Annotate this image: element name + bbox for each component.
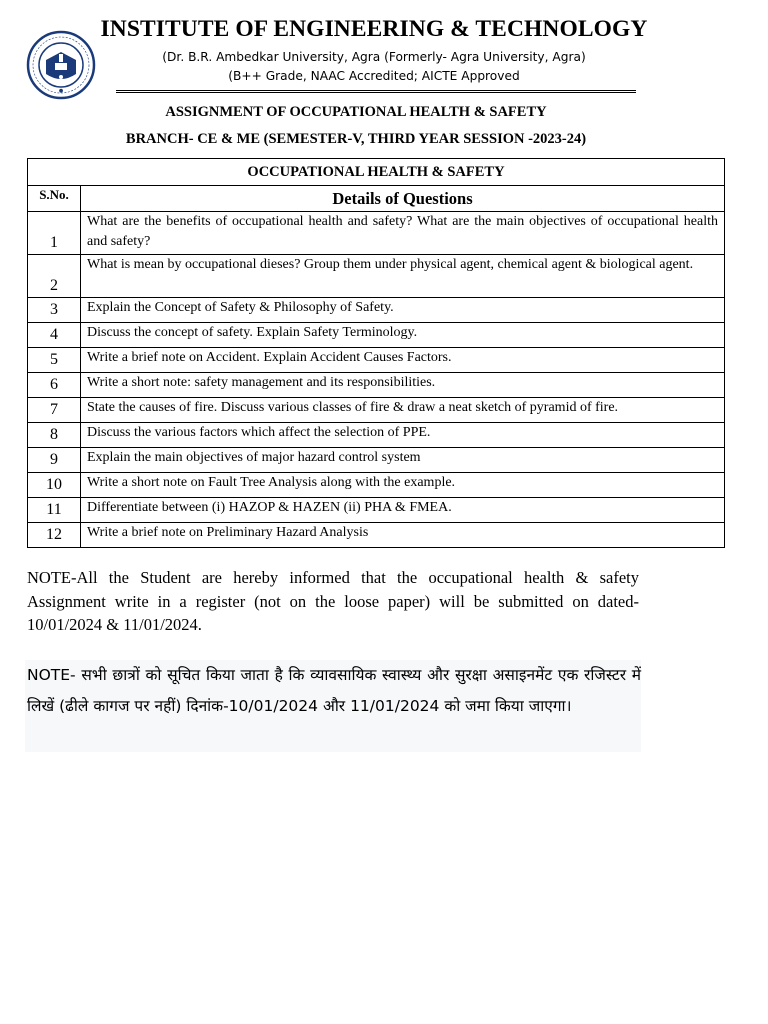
question-text: What is mean by occupational dieses? Group them under physical agent, chemical agent & biological agent. [81, 255, 725, 298]
accreditation-text: (B++ Grade, NAAC Accredited; AICTE Approved [228, 69, 520, 83]
row-number: 3 [28, 298, 81, 323]
row-number: 10 [28, 473, 81, 498]
row-number: 4 [28, 323, 81, 348]
question-text: Discuss the various factors which affect the selection of PPE. [81, 423, 725, 448]
questions-table [27, 158, 725, 548]
question-text: State the causes of fire. Discuss various classes of fire & draw a neat sketch of pyramid of fire. [81, 398, 725, 423]
table-row [28, 448, 725, 473]
question-text: Write a short note: safety management and its responsibilities. [81, 373, 725, 398]
question-text: Write a short note on Fault Tree Analysis along with the example. [81, 473, 725, 498]
affiliation-text: (Dr. B.R. Ambedkar University, Agra (Formerly- Agra University, Agra) [162, 50, 586, 64]
row-number: 9 [28, 448, 81, 473]
question-text: Differentiate between (i) HAZOP & HAZEN (ii) PHA & FMEA. [81, 498, 725, 523]
header-divider [116, 90, 636, 93]
table-row [28, 348, 725, 373]
question-text: Explain the Concept of Safety & Philosophy of Safety. [81, 298, 725, 323]
table-row [28, 398, 725, 423]
hindi-note: NOTE- सभी छात्रों को सूचित किया जाता है कि व्यावसायिक स्वास्थ्य और सुरक्षा असाइनमेंट एक रजिस्टर में लिखें (ढीले कागज पर नहीं) दिनांक-10/01/2024 और 11/01/2024 को जमा किया जाएगा। [25, 660, 641, 752]
table-row [28, 523, 725, 548]
svg-text:●: ● [58, 88, 64, 94]
question-text: Write a brief note on Accident. Explain Accident Causes Factors. [81, 348, 725, 373]
assignment-title: ASSIGNMENT OF OCCUPATIONAL HEALTH & SAFETY [165, 104, 547, 120]
row-number: 2 [28, 255, 81, 298]
branch-line: BRANCH- CE & ME (SEMESTER-V, THIRD YEAR SESSION -2023-24) [125, 131, 587, 147]
row-number: 6 [28, 373, 81, 398]
row-number: 8 [28, 423, 81, 448]
table-row [28, 255, 725, 298]
english-note: NOTE-All the Student are hereby informed that the occupational health & safety Assignment write in a register (not on the loose paper) will be submitted on dated-10/01/2024 & 11/01/2024. [27, 568, 639, 634]
row-number: 5 [28, 348, 81, 373]
institute-name: INSTITUTE OF ENGINEERING & TECHNOLOGY [100, 16, 648, 42]
table-row [28, 498, 725, 523]
question-text: Discuss the concept of safety. Explain Safety Terminology. [81, 323, 725, 348]
table-row [28, 323, 725, 348]
table-row [28, 212, 725, 255]
table-row [28, 423, 725, 448]
table-row [28, 298, 725, 323]
table-row [28, 473, 725, 498]
row-number: 7 [28, 398, 81, 423]
row-number: 1 [28, 212, 81, 255]
column-header-sno: S.No. [28, 186, 81, 212]
question-text: What are the benefits of occupational health and safety? What are the main objectives of occupational health and safety? [81, 212, 725, 255]
question-text: Explain the main objectives of major hazard control system [81, 448, 725, 473]
table-row [28, 373, 725, 398]
column-header-details: Details of Questions [81, 186, 725, 212]
row-number: 11 [28, 498, 81, 523]
table-caption: OCCUPATIONAL HEALTH & SAFETY [28, 159, 725, 186]
question-text: Write a brief note on Preliminary Hazard Analysis [81, 523, 725, 548]
university-seal-icon [26, 30, 96, 100]
row-number: 12 [28, 523, 81, 548]
